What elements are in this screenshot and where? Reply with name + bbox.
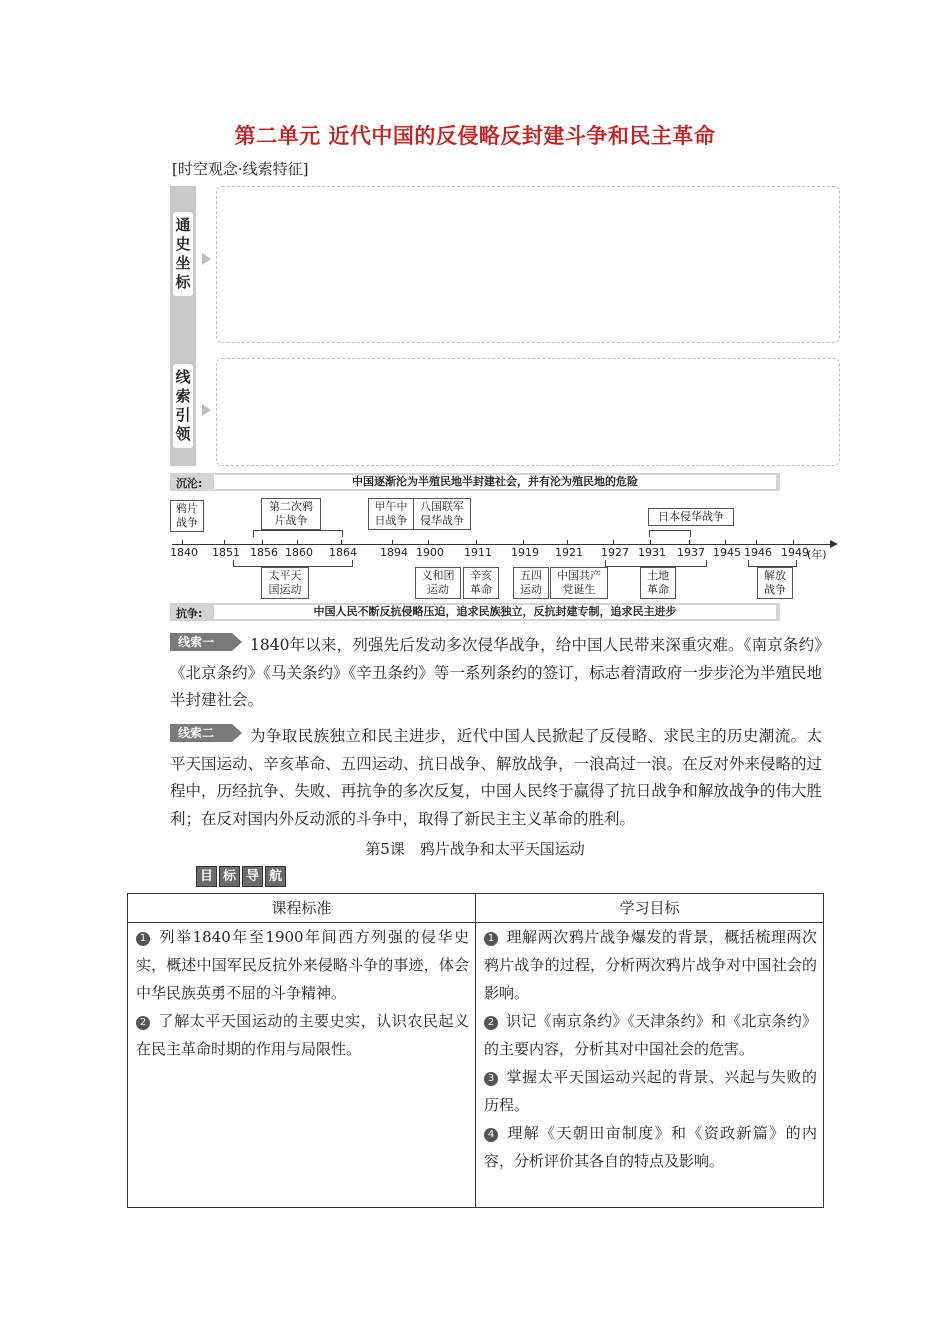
number-badge: 2 bbox=[484, 1016, 498, 1030]
badge-char: 目 bbox=[196, 866, 217, 887]
event-sino-japanese-war: 甲午中日战争 bbox=[368, 498, 414, 530]
tick bbox=[725, 540, 726, 545]
tick bbox=[523, 540, 524, 545]
item-text: 理解《天朝田亩制度》和《资政新篇》的内容，分析评价其各自的特点及影响。 bbox=[484, 1124, 817, 1170]
badge-char: 导 bbox=[242, 866, 263, 887]
band-tag: 沉沦: bbox=[176, 477, 203, 490]
event-opium-war: 鸦片战争 bbox=[170, 500, 204, 532]
year-label: 1911 bbox=[464, 546, 492, 559]
period-bracket bbox=[605, 560, 707, 567]
table-row bbox=[128, 923, 824, 1208]
year-label: 1949 bbox=[781, 546, 809, 559]
year-label: 1945 bbox=[713, 546, 741, 559]
table-header-row bbox=[128, 894, 824, 923]
list-item bbox=[136, 1007, 469, 1063]
event-eight-nation-alliance: 八国联军侵华战争 bbox=[413, 498, 471, 530]
tick bbox=[756, 540, 757, 545]
decline-band bbox=[170, 473, 780, 491]
objectives-cell bbox=[476, 923, 824, 1208]
event-ccp-founding: 中国共产党诞生 bbox=[550, 567, 608, 599]
event-second-opium-war: 第二次鸦片战争 bbox=[261, 498, 321, 530]
list-item bbox=[136, 923, 469, 1007]
event-land-revolution: 土地革命 bbox=[640, 567, 676, 599]
tick bbox=[476, 540, 477, 545]
year-label: 1860 bbox=[285, 546, 313, 559]
tick bbox=[793, 540, 794, 545]
list-item bbox=[484, 923, 817, 1007]
tick bbox=[262, 540, 263, 545]
item-text: 掌握太平天国运动兴起的背景、兴起与失败的历程。 bbox=[484, 1068, 817, 1114]
label-text: 通史坐标 bbox=[175, 216, 191, 291]
band-text: 中国逐渐沦为半殖民地半封建社会，并有沦为殖民地的危险 bbox=[214, 475, 776, 489]
clue-badge-2: 线索二 bbox=[170, 724, 232, 742]
section-subtitle: [时空观念·线索特征] bbox=[172, 160, 309, 178]
tick bbox=[567, 540, 568, 545]
struggle-band bbox=[170, 603, 780, 621]
tick bbox=[613, 540, 614, 545]
year-label: 1946 bbox=[744, 546, 772, 559]
arrow-right-icon bbox=[202, 253, 211, 265]
event-taiping: 太平天国运动 bbox=[261, 567, 309, 599]
unit-title: 第二单元 近代中国的反侵略反封建斗争和民主革命 bbox=[234, 124, 716, 148]
period-bracket bbox=[233, 560, 353, 567]
band-tag: 抗争: bbox=[176, 607, 203, 620]
tick bbox=[182, 540, 183, 545]
axis-arrow-icon bbox=[830, 540, 838, 548]
year-unit-label: (年) bbox=[807, 548, 827, 561]
tick bbox=[650, 540, 651, 545]
year-label: 1856 bbox=[250, 546, 278, 559]
timeline-placeholder-box bbox=[216, 186, 840, 343]
year-label: 1864 bbox=[329, 546, 357, 559]
tick bbox=[224, 540, 225, 545]
item-text: 了解太平天国运动的主要史实，认识农民起义在民主革命时期的作用与局限性。 bbox=[136, 1012, 469, 1058]
year-label: 1937 bbox=[677, 546, 705, 559]
number-badge: 1 bbox=[136, 932, 150, 946]
clue-paragraph-2: 为争取民族独立和民主进步，近代中国人民掀起了反侵略、求民主的历史潮流。太平天国运动、辛亥革命、五四运动、抗日战争、解放战争，一浪高过一浪。在反对外来侵略的过程中，历经抗争、失败、再抗争的多次反复，中国人民终于赢得了抗日战争和解放战争的伟大胜利；在反对国内外反动派的斗争中，取得了新民主主义革命的胜利。 bbox=[170, 727, 822, 828]
year-label: 1840 bbox=[170, 546, 198, 559]
event-boxer-movement: 义和团运动 bbox=[415, 567, 461, 599]
year-label: 1894 bbox=[380, 546, 408, 559]
standards-cell bbox=[128, 923, 476, 1208]
header-curriculum-standard: 课程标准 bbox=[128, 894, 476, 923]
lesson-title: 第5课 鸦片战争和太平天国运动 bbox=[365, 840, 585, 858]
list-item bbox=[484, 1007, 817, 1063]
list-item bbox=[484, 1063, 817, 1119]
year-label: 1919 bbox=[511, 546, 539, 559]
badge-char: 航 bbox=[265, 866, 286, 887]
clue-badge-1: 线索一 bbox=[170, 633, 232, 651]
arrow-right-icon bbox=[202, 404, 211, 416]
period-bracket bbox=[253, 530, 343, 537]
label-clue-guide bbox=[173, 364, 193, 448]
number-badge: 4 bbox=[484, 1128, 498, 1142]
tick bbox=[689, 540, 690, 545]
header-learning-objectives: 学习目标 bbox=[476, 894, 824, 923]
number-badge: 3 bbox=[484, 1072, 498, 1086]
event-xinhai-revolution: 辛亥革命 bbox=[463, 567, 499, 599]
event-liberation-war: 解放战争 bbox=[757, 567, 793, 599]
year-label: 1921 bbox=[555, 546, 583, 559]
clue-paragraph-1: 1840年以来，列强先后发动多次侵华战争，给中国人民带来深重灾难。《南京条约》《北京条约》《马关条约》《辛丑条约》等一系列条约的签订，标志着清政府一步步沦为半殖民地半封建社会。 bbox=[170, 636, 822, 709]
year-label: 1900 bbox=[416, 546, 444, 559]
event-may-fourth: 五四运动 bbox=[513, 567, 549, 599]
timeline-axis bbox=[172, 544, 832, 545]
year-label: 1851 bbox=[212, 546, 240, 559]
badge-char: 标 bbox=[219, 866, 240, 887]
clue-placeholder-box bbox=[216, 358, 840, 466]
item-text: 理解两次鸦片战争爆发的背景，概括梳理两次鸦片战争的过程，分析两次鸦片战争对中国社会的影响。 bbox=[484, 928, 817, 1002]
event-japanese-invasion: 日本侵华战争 bbox=[648, 508, 734, 526]
number-badge: 1 bbox=[484, 932, 498, 946]
label-timeline-coordinates bbox=[173, 212, 193, 296]
tick bbox=[392, 540, 393, 545]
list-item bbox=[484, 1119, 817, 1175]
tick bbox=[428, 540, 429, 545]
year-label: 1931 bbox=[638, 546, 666, 559]
period-bracket bbox=[649, 530, 691, 537]
number-badge: 2 bbox=[136, 1016, 150, 1030]
band-text: 中国人民不断反抗侵略压迫，追求民族独立，反抗封建专制，追求民主进步 bbox=[214, 605, 776, 619]
goal-navigation-badge bbox=[196, 866, 286, 887]
tick bbox=[297, 540, 298, 545]
goals-table bbox=[127, 893, 824, 1208]
item-text: 列举1840年至1900年间西方列强的侵华史实，概述中国军民反抗外来侵略斗争的事迹，体会中华民族英勇不屈的斗争精神。 bbox=[136, 928, 469, 1002]
tick bbox=[341, 540, 342, 545]
label-text: 线索引领 bbox=[175, 368, 191, 443]
year-label: 1927 bbox=[601, 546, 629, 559]
item-text: 识记《南京条约》《天津条约》和《北京条约》的主要内容，分析其对中国社会的危害。 bbox=[484, 1012, 817, 1058]
period-bracket bbox=[748, 560, 797, 567]
